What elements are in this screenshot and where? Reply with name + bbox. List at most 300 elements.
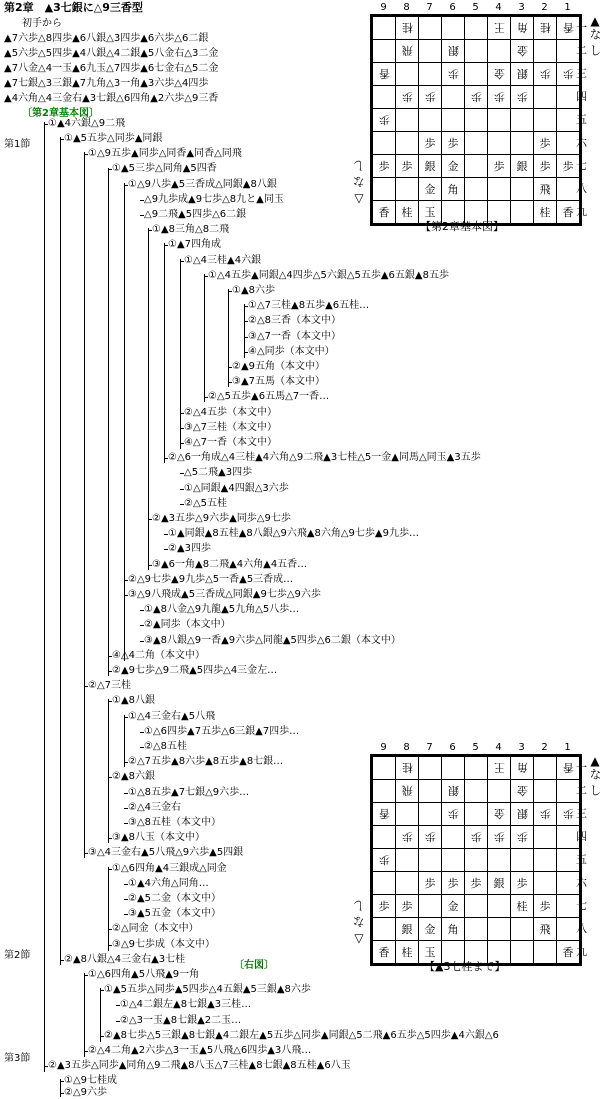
variation-line: ③▲8八銀△9一香▲9六歩△同龍▲5四歩△6二銀（本文中） (144, 635, 401, 646)
board-square (396, 780, 419, 803)
tree-connector (108, 169, 112, 170)
variation-line: ①△同銀▲4四銀△3六歩 (184, 483, 289, 494)
board-square (488, 757, 511, 780)
tree-branch-line (44, 122, 45, 1072)
board-square (488, 40, 511, 63)
tree-connector (140, 732, 144, 733)
board-caption: 【第2章基本図】 (420, 220, 504, 233)
gote-piece: 歩 (470, 90, 482, 103)
tree-connector (124, 185, 128, 186)
tree-connector (60, 139, 64, 140)
tree-connector (60, 1093, 64, 1094)
board-square (511, 918, 534, 941)
board-square (488, 132, 511, 155)
tree-connector (164, 245, 168, 246)
variation-line: ①▲5五歩△同歩▲5四歩△4五銀▲5三銀▲8六歩 (104, 984, 311, 995)
tree-branch-line (244, 304, 245, 358)
gote-piece: 王 (493, 21, 505, 34)
tree-connector (140, 641, 144, 642)
board-square: 歩 (442, 132, 465, 155)
board-square (511, 780, 534, 803)
variation-line: ①△4五歩▲同銀△4四歩△5六銀△5五歩▲6五銀▲8五歩 (208, 270, 449, 281)
variation-line: ②△3一玉▲8七銀▲2二玉… (120, 1015, 242, 1026)
sente-hand: な し ▽ (352, 160, 366, 205)
board-square (396, 826, 419, 849)
gote-piece: 歩 (401, 830, 413, 843)
section-label: 第3節 (4, 1053, 31, 1064)
tree-branch-line (108, 699, 109, 843)
variation-line: ①△9七桂成 (64, 1075, 118, 1086)
board-square (419, 63, 442, 86)
board-square: 玉 (419, 941, 442, 964)
variation-line: ②△9七歩▲9九歩△5一香▲5三香成… (128, 574, 294, 585)
board-square (511, 86, 534, 109)
tree-connector (108, 701, 112, 702)
variation-line: ②▲8六銀 (112, 771, 156, 782)
tree-connector (108, 945, 112, 946)
variation-line: ①▲5三歩△同角▲5四香 (112, 163, 217, 174)
board-square (373, 86, 396, 109)
gote-piece: 桂 (401, 761, 413, 774)
file-numbers: 9 8 7 6 5 4 3 2 1 (380, 2, 571, 13)
intro-text: 初手から (22, 18, 62, 29)
tree-connector (108, 777, 112, 778)
tree-connector (100, 990, 104, 991)
gote-piece: 歩 (516, 90, 528, 103)
variation-line: ②△4三金右 (128, 802, 182, 813)
board-square (488, 63, 511, 86)
board-square (488, 780, 511, 803)
tree-connector (180, 413, 184, 414)
variation-line: ①△8五歩▲7七銀△9六歩… (128, 787, 250, 798)
board-square (373, 803, 396, 826)
board-square: 歩 (534, 132, 557, 155)
tree-branch-line (164, 243, 165, 463)
board-square (534, 40, 557, 63)
variation-line: ①▲8三角△8二飛 (152, 224, 230, 235)
board-square (373, 757, 396, 780)
tree-connector (148, 565, 152, 566)
board-square: 金 (419, 918, 442, 941)
variation-line: ②▲3四歩 (168, 543, 212, 554)
gote-piece: 香 (378, 807, 390, 820)
tree-branch-line (84, 152, 85, 858)
tree-connector (164, 534, 168, 535)
variation-line: ①▲4六角△同角… (128, 878, 209, 889)
variation-line: ③△9八飛成▲5三香成△同銀▲9七歩△9六歩 (128, 589, 321, 600)
board-square (373, 826, 396, 849)
variation-line: ②△8五桂 (144, 741, 188, 752)
board-square (419, 109, 442, 132)
variation-line: ②▲5二金（本文中） (128, 893, 222, 904)
variation-line: ①△4二銀左▲8七銀▲3三桂… (120, 999, 252, 1010)
board-square (373, 40, 396, 63)
board-square (534, 872, 557, 895)
board-square (488, 109, 511, 132)
board-square (511, 63, 534, 86)
shogi-board-37kei (370, 754, 582, 966)
gote-piece: 香 (562, 761, 574, 774)
board-square (465, 918, 488, 941)
variation-line: ①△6四歩▲7五歩△6三銀▲7四歩… (144, 726, 300, 737)
tree-connector (164, 549, 168, 550)
gote-piece: 銀 (447, 784, 459, 797)
variation-line: ③△9七歩成（本文中） (112, 939, 216, 950)
variation-line: ①△9八歩▲5三香成△同銀▲8八銀 (128, 179, 277, 190)
variation-line: ①▲8八金△9九龍▲5九角△5八歩… (144, 604, 300, 615)
gote-piece: 銀 (447, 44, 459, 57)
variation-line: ②▲8八銀△4三金右▲3七桂 (64, 954, 186, 965)
board-square (465, 63, 488, 86)
tree-connector (228, 291, 232, 292)
board-square (511, 941, 534, 964)
tree-connector (204, 397, 208, 398)
board-square: 歩 (511, 872, 534, 895)
rank-numbers: 一 二 三 四 五 六 七 八 九 (576, 21, 587, 218)
gote-piece: 桂 (401, 21, 413, 34)
board-square (442, 109, 465, 132)
tree-connector (180, 473, 184, 474)
variation-line: △9二飛▲5四歩△6二銀 (144, 209, 247, 220)
variation-line: ②△5五歩▲6五馬△7一香… (208, 391, 330, 402)
board-square (488, 178, 511, 201)
board-square (373, 178, 396, 201)
variation-line: ②△7五歩▲8六歩▲8五歩▲8七銀… (128, 756, 284, 767)
gote-piece: 歩 (562, 807, 574, 820)
board-square (465, 40, 488, 63)
gote-piece: 金 (493, 67, 505, 80)
board-square: 銀 (488, 872, 511, 895)
variation-line: ②▲8七歩△5三銀▲8七銀▲4二銀左▲5五歩△同歩▲同銀△5二飛▲6五歩△5四歩▲4六銀△6 (104, 1030, 499, 1041)
board-caption: 【▲3七桂まで】 (424, 960, 506, 973)
board-square: 桂 (396, 941, 419, 964)
board-square (419, 40, 442, 63)
board-square: 桂 (511, 895, 534, 918)
variation-line: ④△4二角（本文中） (112, 650, 206, 661)
tree-connector (124, 823, 128, 824)
board-square: 歩 (396, 895, 419, 918)
board-square (442, 757, 465, 780)
variation-line: ④△同歩（本文中） (248, 346, 335, 357)
gote-piece: 歩 (447, 807, 459, 820)
board-square: 香 (373, 941, 396, 964)
gote-piece: 歩 (424, 830, 436, 843)
board-square (534, 849, 557, 872)
gote-piece: 角 (516, 21, 528, 34)
board-square: 飛 (534, 178, 557, 201)
gote-piece: 歩 (493, 90, 505, 103)
board-square (396, 757, 419, 780)
board-square (488, 803, 511, 826)
variation-line: ①▲5五歩△同歩▲同銀 (64, 133, 163, 144)
variation-line: ②△4五歩（本文中） (184, 407, 278, 418)
tree-branch-line (84, 973, 85, 1057)
tree-connector (116, 1005, 120, 1006)
gote-piece: 歩 (378, 113, 390, 126)
tree-connector (180, 489, 184, 490)
rank-numbers: 一 二 三 四 五 六 七 八 九 (576, 761, 587, 958)
board-square: 歩 (534, 155, 557, 178)
board-square (511, 17, 534, 40)
board-square (511, 201, 534, 224)
board-square (511, 826, 534, 849)
board-square (465, 155, 488, 178)
tree-connector (44, 124, 48, 125)
board-square (419, 803, 442, 826)
gote-piece: 金 (516, 784, 528, 797)
variation-line: ①△4三桂▲4六銀 (184, 255, 262, 266)
board-square (419, 849, 442, 872)
board-square (419, 895, 442, 918)
variation-line: ③▲8八玉（本文中） (112, 832, 206, 843)
tree-connector (84, 975, 88, 976)
variation-line: ②▲9五角（本文中） (232, 361, 326, 372)
section-label: 第2節 (4, 950, 31, 961)
tree-branch-line (108, 168, 109, 676)
board-square (442, 86, 465, 109)
variation-line: ①△6四角▲5八飛▲9一角 (88, 969, 200, 980)
board-square (442, 803, 465, 826)
tree-branch-line (124, 715, 125, 767)
variation-line: ①▲4六銀△9二飛 (48, 118, 126, 129)
section-label: 第1節 (4, 139, 31, 150)
tree-connector (244, 306, 248, 307)
variation-line: ②△9六歩 (64, 1087, 108, 1098)
tree-connector (84, 154, 88, 155)
gote-piece: 桂 (539, 21, 551, 34)
gote-piece: 歩 (493, 830, 505, 843)
board-square (396, 109, 419, 132)
board-square (465, 132, 488, 155)
tree-connector (124, 580, 128, 581)
tree-connector (180, 504, 184, 505)
variation-line: ②△5五桂 (184, 498, 228, 509)
variation-line: △9九歩成▲9七歩△8九と▲同玉 (144, 194, 284, 205)
board-square (534, 826, 557, 849)
variation-line: ④△7一香（本文中） (184, 437, 278, 448)
board-square (396, 803, 419, 826)
board-square: 銀 (396, 918, 419, 941)
board-square (534, 109, 557, 132)
board-square (419, 17, 442, 40)
board-square: 歩 (488, 155, 511, 178)
board-square (373, 780, 396, 803)
variation-line: ①▲同銀▲8五桂▲8八銀△9六飛▲8六角△9七歩▲9九歩… (168, 528, 419, 539)
board-square: 歩 (419, 872, 442, 895)
opening-move-line: ▲4六角△4三金右▲3七銀△6四角▲2六歩△9三香 (4, 93, 219, 104)
gote-piece: 香 (562, 21, 574, 34)
board-square (511, 40, 534, 63)
board-square (396, 132, 419, 155)
board-square: 歩 (534, 895, 557, 918)
tree-connector (60, 1081, 64, 1082)
tree-connector (44, 1066, 48, 1067)
board-square (442, 40, 465, 63)
board-square: 桂 (534, 201, 557, 224)
variation-line: ②▲9七歩△9二飛▲5四歩△4三金左… (112, 665, 278, 676)
variation-line: ②▲3五歩△同歩▲同角△9二飛▲8八玉△7三桂▲8七銀▲8五桂▲6八玉 (48, 1060, 351, 1071)
gote-piece: 飛 (401, 44, 413, 57)
board-square: 角 (442, 178, 465, 201)
board-square (396, 872, 419, 895)
variation-line: ②△同金（本文中） (112, 923, 199, 934)
gote-piece: 歩 (562, 67, 574, 80)
board-square (465, 757, 488, 780)
tree-connector (108, 838, 112, 839)
gote-piece: 歩 (516, 830, 528, 843)
gote-piece: 歩 (447, 67, 459, 80)
board-square: 金 (419, 178, 442, 201)
tree-connector (108, 869, 112, 870)
gote-piece: 角 (516, 761, 528, 774)
board-square: 金 (442, 895, 465, 918)
tree-connector (180, 443, 184, 444)
board-square (511, 849, 534, 872)
right-figure-label: 〔右図〕 (234, 960, 274, 971)
tree-connector (116, 1021, 120, 1022)
board-square (488, 86, 511, 109)
tree-connector (180, 428, 184, 429)
variation-line: ②▲3五歩△9六歩▲同歩△9七歩 (152, 513, 291, 524)
board-square (465, 17, 488, 40)
variation-line: ①△7三桂▲8五歩▲6五桂… (248, 300, 370, 311)
tree-connector (140, 747, 144, 748)
board-square (511, 178, 534, 201)
board-square (442, 849, 465, 872)
board-square (488, 826, 511, 849)
variation-line: ③▲6一角▲8二飛▲4六角▲4五香… (152, 559, 308, 570)
gote-piece: 銀 (516, 807, 528, 820)
board-square: 香 (557, 941, 580, 964)
variation-line: ③△8五桂（本文中） (128, 817, 222, 828)
board-square: 銀 (419, 155, 442, 178)
board-square (534, 941, 557, 964)
variation-line: △5二飛▲3四歩 (184, 467, 253, 478)
tree-connector (124, 793, 128, 794)
tree-branch-line (100, 988, 101, 1042)
board-square (442, 826, 465, 849)
gote-piece: 歩 (539, 807, 551, 820)
tree-branch-line (60, 137, 61, 965)
file-numbers: 9 8 7 6 5 4 3 2 1 (380, 742, 571, 753)
opening-move-line: ▲5六歩△5四歩▲4八銀△4二銀▲5八金右△3二金 (4, 48, 219, 59)
tree-branch-line (124, 183, 125, 661)
board-square (373, 918, 396, 941)
variation-line: ②△6一角成△4三桂▲4六角△9二飛▲3七桂△5一金▲同馬△同玉▲3五歩 (168, 452, 481, 463)
tree-connector (204, 276, 208, 277)
board-square: 飛 (534, 918, 557, 941)
board-square (488, 17, 511, 40)
tree-connector (124, 808, 128, 809)
board-square (534, 757, 557, 780)
tree-connector (124, 899, 128, 900)
tree-connector (164, 458, 168, 459)
board-square: 香 (557, 201, 580, 224)
variation-line: ③△4三金右▲5八飛△9六歩▲5四銀 (88, 847, 244, 858)
tree-connector (108, 671, 112, 672)
board-square (419, 780, 442, 803)
variation-line: ①▲7四角成 (168, 239, 222, 250)
opening-move-line: ▲7八金△4一玉▲6九玉△7四歩▲6七金右△5二金 (4, 63, 219, 74)
board-square (465, 178, 488, 201)
board-square (534, 86, 557, 109)
board-square (419, 757, 442, 780)
tree-connector (140, 200, 144, 201)
board-square: 歩 (396, 155, 419, 178)
tree-connector (148, 519, 152, 520)
board-square (511, 757, 534, 780)
board-square (396, 17, 419, 40)
tree-connector (108, 929, 112, 930)
board-square (465, 86, 488, 109)
variation-line: ②△8三香（本文中） (248, 315, 342, 326)
board-square (396, 86, 419, 109)
board-square (396, 63, 419, 86)
board-square: 玉 (419, 201, 442, 224)
board-square (488, 849, 511, 872)
board-square (465, 780, 488, 803)
basic-figure-label: 〔第2章基本図〕 (22, 108, 99, 119)
tree-connector (124, 595, 128, 596)
variation-line: ①△4三金右▲5八飛 (128, 711, 216, 722)
tree-connector (100, 1036, 104, 1037)
board-square (511, 803, 534, 826)
board-square: 角 (442, 918, 465, 941)
tree-connector (124, 884, 128, 885)
board-square: 香 (373, 201, 396, 224)
board-square: 歩 (419, 132, 442, 155)
tree-connector (228, 367, 232, 368)
board-square: 歩 (373, 155, 396, 178)
tree-connector (124, 914, 128, 915)
variation-line: ①△9五歩▲同歩△同香▲同香△同飛 (88, 148, 242, 159)
tree-connector (140, 610, 144, 611)
board-square (373, 109, 396, 132)
variation-line: ③▲7五馬（本文中） (232, 376, 326, 387)
shogi-board-basic (370, 14, 582, 226)
tree-connector (124, 762, 128, 763)
board-square (442, 17, 465, 40)
tree-connector (84, 1051, 88, 1052)
tree-connector (244, 337, 248, 338)
variation-line: ①▲8六歩 (232, 285, 276, 296)
gote-piece: 歩 (539, 67, 551, 80)
gote-hand: ▲ な し (588, 14, 602, 56)
opening-move-line: ▲7七銀△3三銀▲7九角△3一角▲3六歩△4四歩 (4, 78, 209, 89)
tree-connector (148, 230, 152, 231)
board-square (373, 132, 396, 155)
gote-piece: 銀 (516, 67, 528, 80)
board-square (373, 63, 396, 86)
board-square: 歩 (557, 155, 580, 178)
board-square (465, 826, 488, 849)
gote-piece: 歩 (424, 90, 436, 103)
board-square (396, 849, 419, 872)
gote-hand: ▲ な し (588, 754, 602, 796)
variation-line: ③△7一香（本文中） (248, 331, 342, 342)
board-square (373, 849, 396, 872)
variation-line: ①△6四角▲4三銀成△同金 (112, 863, 227, 874)
board-square (511, 132, 534, 155)
sente-hand: な し ▽ (352, 900, 366, 945)
board-square (396, 40, 419, 63)
tree-connector (140, 625, 144, 626)
variation-line: ②△4二角▲2六歩△3一玉▲5八飛△6四歩▲3八飛… (88, 1045, 312, 1056)
board-square: 歩 (465, 872, 488, 895)
tree-connector (244, 352, 248, 353)
board-square (488, 918, 511, 941)
board-square (373, 872, 396, 895)
